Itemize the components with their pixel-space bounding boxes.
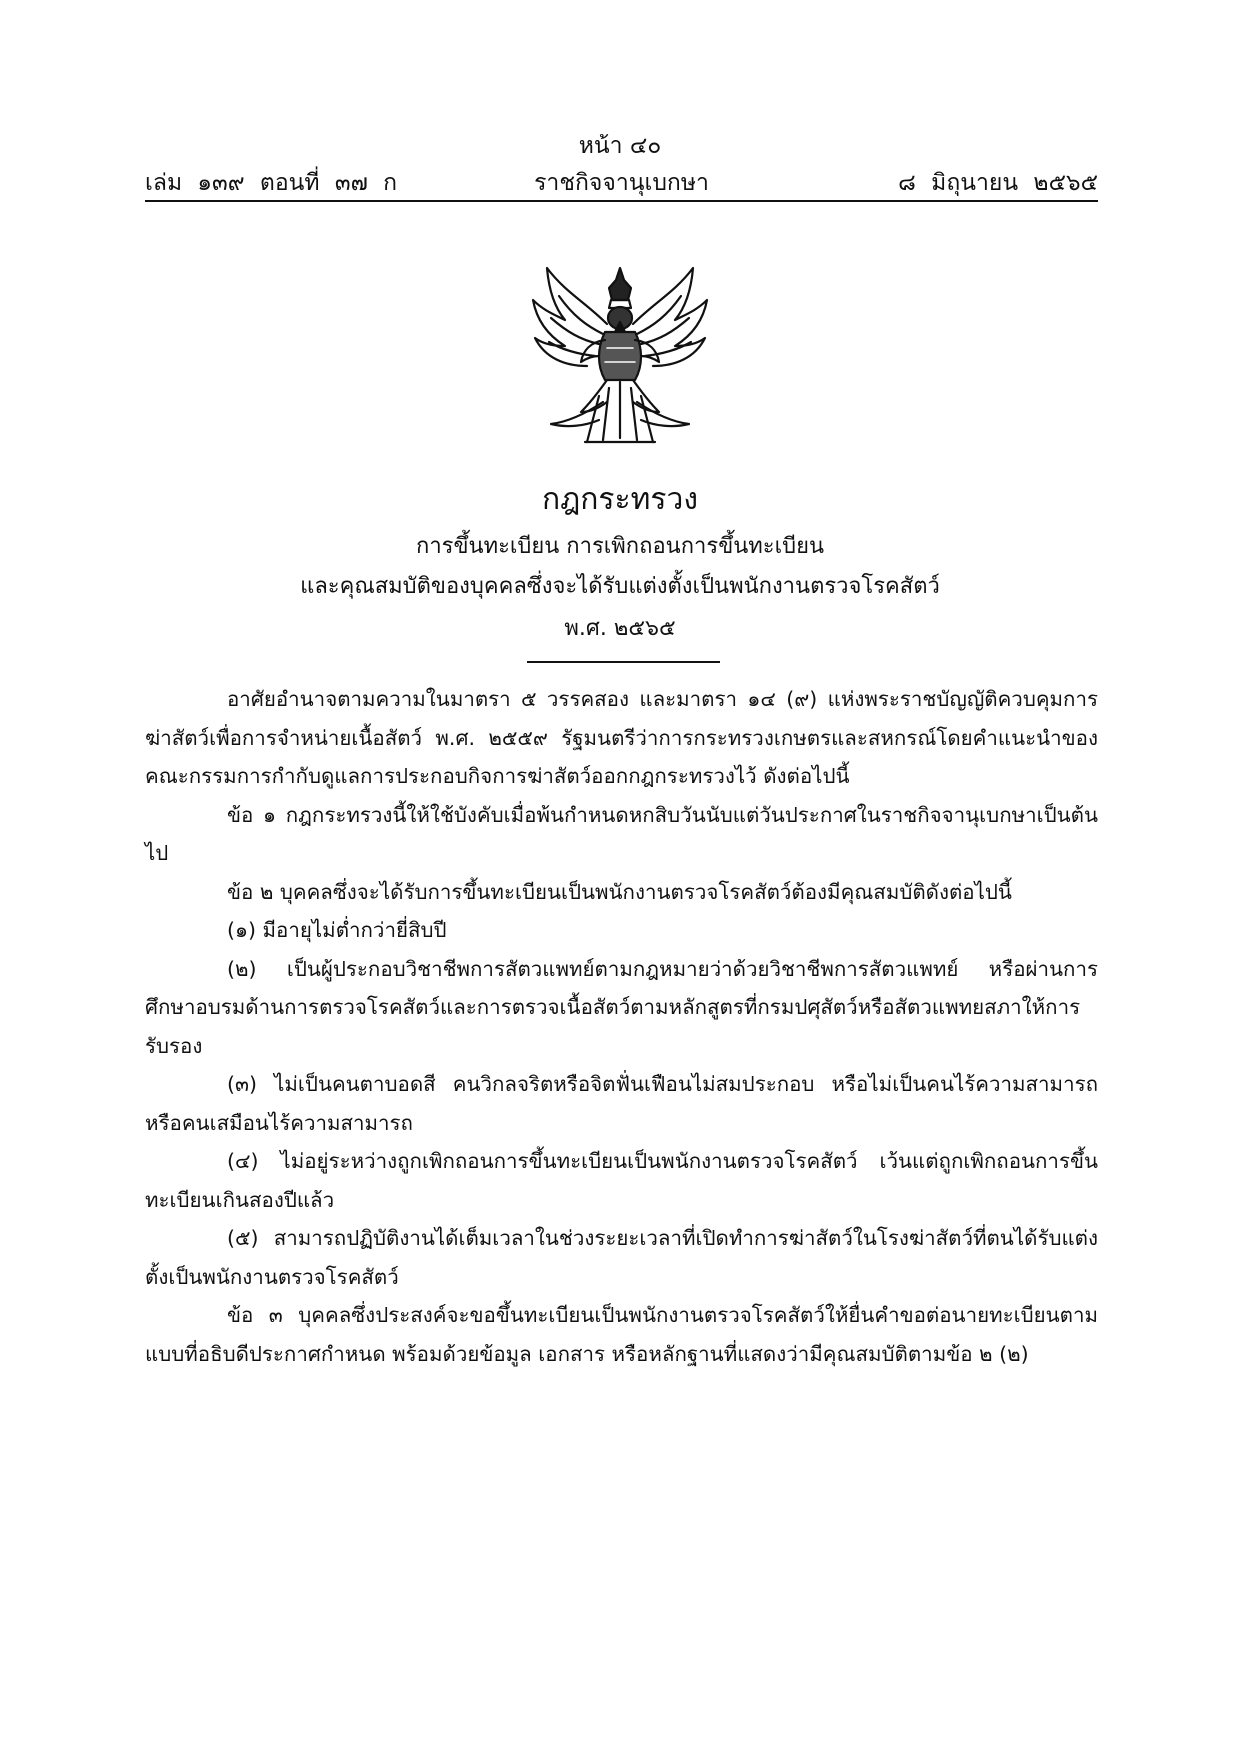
title-divider <box>527 661 720 663</box>
clause-1: ข้อ ๑ กฎกระทรวงนี้ให้ใช้บังคับเมื่อพ้นกำหนดหกสิบวันนับแต่วันประกาศในราชกิจจานุเบกษาเป็นต้นไป <box>145 802 1098 865</box>
title-line-2: และคุณสมบัติของบุคคลซึ่งจะได้รับแต่งตั้งเป็นพนักงานตรวจโรคสัตว์ <box>300 574 940 599</box>
preamble-paragraph: อาศัยอำนาจตามความในมาตรา ๕ วรรคสอง และมาตรา ๑๔ (๙) แห่งพระราชบัญญัติควบคุมการฆ่าสัตว์เพื่อการจำหน่ายเนื้อสัตว์ พ.ศ. ๒๕๕๙ รัฐมนตรีว่าการกระทรวงเกษตรและสหกรณ์โดยคำแนะนำของคณะกรรมการกำกับดูแลการประกอบกิจการฆ่าสัตว์ออกกฎกระทรวงไว้ ดังต่อไปนี้ <box>145 687 1098 788</box>
gazette-header <box>145 165 1098 201</box>
clause-2-item-4: (๔) ไม่อยู่ระหว่างถูกเพิกถอนการขึ้นทะเบียนเป็นพนักงานตรวจโรคสัตว์ เว้นแต่ถูกเพิกถอนการขึ้นทะเบียนเกินสองปีแล้ว <box>145 1149 1098 1212</box>
document-body <box>145 680 1098 1373</box>
garuda-emblem-icon <box>525 262 715 452</box>
title-year: พ.ศ. ๒๕๖๕ <box>564 616 676 641</box>
clause-2-item-1: (๑) มีอายุไม่ต่ำกว่ายี่สิบปี <box>227 918 447 942</box>
volume-issue: เล่ม ๑๓๙ ตอนที่ ๓๗ ก <box>145 170 398 196</box>
header-divider <box>145 200 1098 202</box>
title-line-1: การขึ้นทะเบียน การเพิกถอนการขึ้นทะเบียน <box>416 534 824 559</box>
clause-2-item-2: (๒) เป็นผู้ประกอบวิชาชีพการสัตวแพทย์ตามกฎหมายว่าด้วยวิชาชีพการสัตวแพทย์ หรือผ่านการศึกษาอบรมด้านการตรวจโรคสัตว์และการตรวจเนื้อสัตว์ตามหลักสูตรที่กรมปศุสัตว์หรือสัตวแพทยสภาให้การรับรอง <box>145 956 1098 1058</box>
gazette-name: ราชกิจจานุเบกษา <box>534 170 709 196</box>
page-number: หน้า ๔๐ <box>578 133 662 159</box>
document-title: กฎกระทรวง <box>541 482 699 517</box>
clause-2: ข้อ ๒ บุคคลซึ่งจะได้รับการขึ้นทะเบียนเป็นพนักงานตรวจโรคสัตว์ต้องมีคุณสมบัติดังต่อไปนี้ <box>227 879 1012 904</box>
clause-2-item-3: (๓) ไม่เป็นคนตาบอดสี คนวิกลจริตหรือจิตฟั่นเฟือนไม่สมประกอบ หรือไม่เป็นคนไร้ความสามารถหรือคนเสมือนไร้ความสามารถ <box>145 1072 1098 1135</box>
clause-2-item-5: (๕) สามารถปฏิบัติงานได้เต็มเวลาในช่วงระยะเวลาที่เปิดทำการฆ่าสัตว์ในโรงฆ่าสัตว์ที่ตนได้รับแต่งตั้งเป็นพนักงานตรวจโรคสัตว์ <box>145 1226 1098 1289</box>
clause-3: ข้อ ๓ บุคคลซึ่งประสงค์จะขอขึ้นทะเบียนเป็นพนักงานตรวจโรคสัตว์ให้ยื่นคำขอต่อนายทะเบียนตามแบบที่อธิบดีประกาศกำหนด พร้อมด้วยข้อมูล เอกสาร หรือหลักฐานที่แสดงว่ามีคุณสมบัติตามข้อ ๒ (๒) <box>145 1303 1098 1366</box>
publication-date: ๘ มิถุนายน ๒๕๖๕ <box>898 170 1098 196</box>
